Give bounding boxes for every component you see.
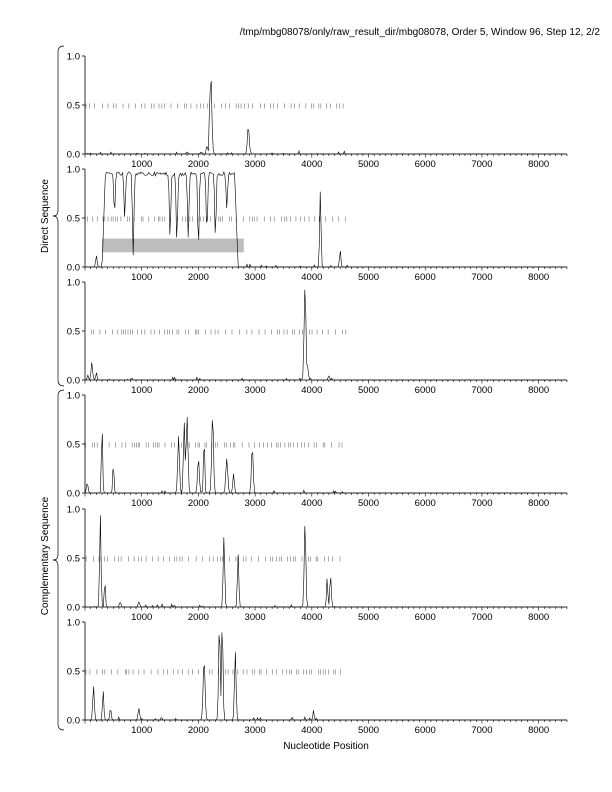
x-tick-label: 2000 — [187, 272, 209, 283]
y-tick-label: 1.0 — [66, 390, 80, 402]
x-tick-label: 6000 — [414, 612, 436, 623]
x-tick-label: 2000 — [187, 159, 209, 170]
y-tick-label: 1.0 — [66, 277, 80, 289]
x-axis-title: Nucleotide Position — [283, 741, 369, 752]
x-tick-label: 3000 — [244, 498, 266, 509]
x-tick-label: 6000 — [414, 498, 436, 509]
x-tick-label: 2000 — [187, 612, 209, 623]
x-tick-label: 3000 — [244, 725, 266, 736]
y-tick-label: 0.0 — [66, 375, 80, 387]
panel-1 — [67, 52, 567, 171]
x-tick-label: 5000 — [357, 498, 380, 509]
x-tick-label: 8000 — [528, 612, 550, 623]
x-tick-label: 8000 — [528, 159, 550, 170]
x-tick-label: 1000 — [131, 498, 153, 509]
x-tick-label: 7000 — [471, 159, 493, 170]
panel-6 — [67, 618, 567, 737]
x-tick-label: 8000 — [528, 272, 550, 283]
x-tick-label: 3000 — [244, 272, 266, 283]
x-tick-label: 6000 — [414, 272, 436, 283]
y-tick-label: 0.0 — [66, 149, 80, 161]
x-tick-label: 2000 — [187, 725, 209, 736]
y-tick-label: 1.0 — [66, 164, 80, 176]
page-title: /tmp/mbg08078/only/raw_result_dir/mbg08078, Order 5, Window 96, Step 12, 2/2 — [239, 27, 600, 38]
y-tick-label: 0.0 — [66, 715, 80, 727]
x-tick-label: 4000 — [301, 725, 323, 736]
x-tick-label: 6000 — [414, 725, 436, 736]
x-tick-label: 4000 — [301, 272, 323, 283]
x-tick-label: 5000 — [357, 159, 380, 170]
panel-4 — [67, 391, 567, 510]
shaded-region — [102, 239, 244, 253]
series-line — [85, 417, 567, 493]
panels-group — [67, 52, 567, 737]
x-tick-label: 2000 — [187, 385, 209, 396]
x-tick-label: 7000 — [471, 385, 493, 396]
x-tick-label: 5000 — [357, 385, 380, 396]
x-tick-label: 7000 — [471, 272, 493, 283]
series-line — [85, 515, 567, 607]
y-tick-label: 0.5 — [66, 439, 80, 451]
y-tick-label: 0.5 — [66, 100, 80, 112]
x-tick-label: 2000 — [187, 498, 209, 509]
x-tick-label: 3000 — [244, 159, 266, 170]
x-tick-label: 3000 — [244, 612, 266, 623]
x-tick-label: 1000 — [131, 612, 153, 623]
x-tick-label: 5000 — [357, 725, 380, 736]
x-tick-label: 1000 — [131, 725, 153, 736]
brace-direct — [53, 46, 64, 386]
y-tick-label: 0.5 — [66, 213, 80, 225]
y-tick-label: 0.0 — [66, 262, 80, 274]
x-tick-label: 8000 — [528, 725, 550, 736]
y-tick-label: 0.5 — [66, 326, 80, 338]
y-tick-label: 1.0 — [66, 504, 80, 516]
y-tick-label: 0.5 — [66, 666, 80, 678]
y-tick-label: 0.5 — [66, 553, 80, 565]
x-tick-label: 6000 — [414, 385, 436, 396]
x-tick-label: 1000 — [131, 385, 153, 396]
x-tick-label: 4000 — [301, 612, 323, 623]
x-tick-label: 4000 — [301, 385, 323, 396]
x-tick-label: 8000 — [528, 498, 550, 509]
group-braces — [53, 46, 64, 730]
brace-complementary — [53, 390, 64, 730]
x-tick-label: 7000 — [471, 725, 493, 736]
x-tick-label: 1000 — [131, 159, 153, 170]
x-tick-label: 5000 — [357, 612, 380, 623]
series-line — [85, 633, 567, 720]
x-tick-label: 7000 — [471, 612, 493, 623]
x-tick-label: 4000 — [301, 498, 323, 509]
x-tick-label: 6000 — [414, 159, 436, 170]
x-tick-label: 4000 — [301, 159, 323, 170]
x-tick-label: 7000 — [471, 498, 493, 509]
series-line — [85, 81, 567, 154]
x-tick-label: 3000 — [244, 385, 266, 396]
panel-2 — [67, 165, 567, 284]
x-tick-label: 1000 — [131, 272, 153, 283]
y-tick-label: 0.0 — [66, 602, 80, 614]
series-line — [85, 290, 567, 380]
panel-5 — [67, 505, 567, 624]
panel-3 — [67, 278, 567, 397]
y-tick-label: 0.0 — [66, 488, 80, 500]
group-label-complementary: Complementary Sequence — [40, 496, 51, 616]
y-tick-label: 1.0 — [66, 51, 80, 63]
group-label-direct: Direct Sequence — [40, 179, 51, 253]
y-tick-label: 1.0 — [66, 617, 80, 629]
x-tick-label: 8000 — [528, 385, 550, 396]
x-tick-label: 5000 — [357, 272, 380, 283]
